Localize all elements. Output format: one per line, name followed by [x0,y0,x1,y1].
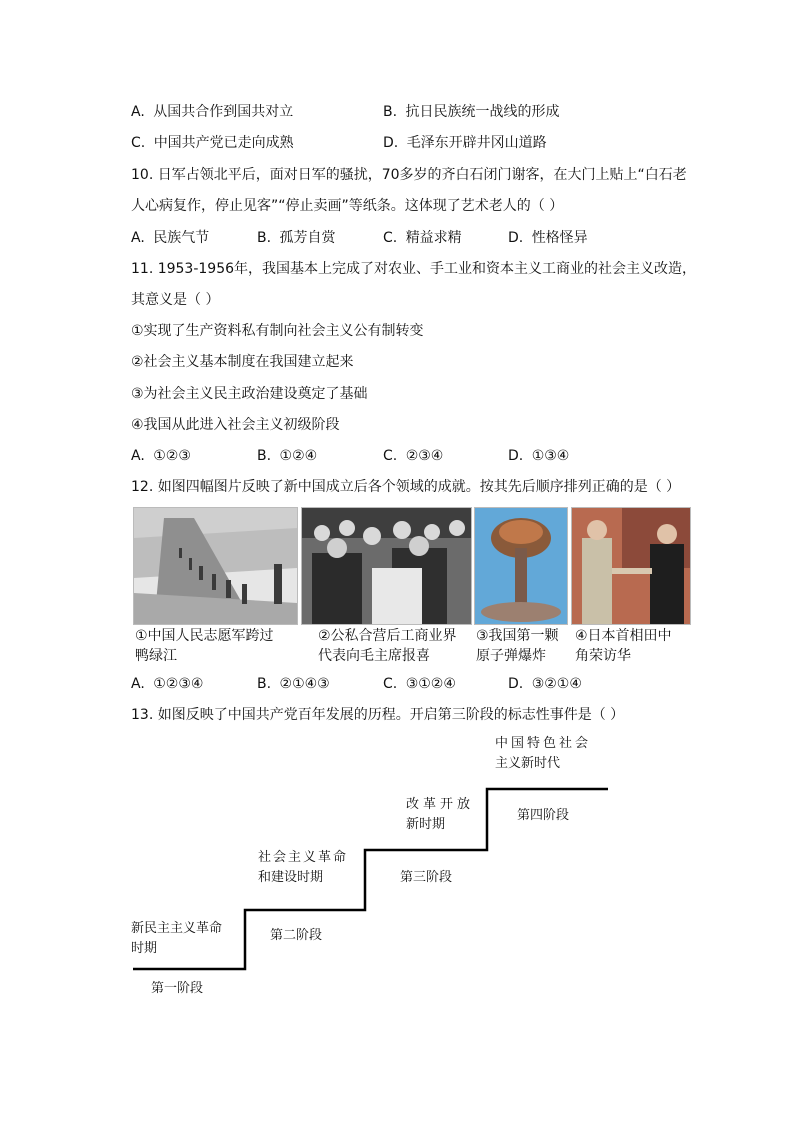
period-line: 主义新时代 [495,756,561,771]
option-letter: D. [508,230,524,246]
option-text: ③②①④ [531,676,582,692]
option-letter: A. [131,230,145,246]
q10-stem-line1: 10. 日军占领北平后，面对日军的骚扰，70多岁的齐白石闭门谢客，在大门上贴上“白石老 [131,167,687,183]
q13-stem: 13. 如图反映了中国共产党百年发展的历程。开启第三阶段的标志性事件是（ ） [131,707,625,723]
q11-item-1: ①实现了生产资料私有制向社会主义公有制转变 [131,323,424,339]
option-letter: D. [383,135,399,151]
option-letter: B. [257,448,272,464]
q10-stem-line2: 人心病复作，停止见客”“停止卖画”等纸条。这体现了艺术老人的（ ） [131,198,564,214]
period-1-label [131,919,222,959]
option-letter: C. [131,135,146,151]
period-2-label [258,848,348,888]
period-line: 新时期 [406,817,446,832]
option-text: 性格怪异 [531,230,588,246]
period-4-label [495,734,591,774]
stage-2-label: 第二阶段 [270,928,323,943]
period-line: 中国特色社会 [495,736,592,751]
caption-line: ②公私合营后工商业界 [318,628,457,644]
q12-stem: 12. 如图四幅图片反映了新中国成立后各个领域的成就。按其先后顺序排列正确的是（ ） [131,479,681,495]
period-line: 社会主义革命 [258,850,349,865]
stage-1-label: 第一阶段 [151,981,204,996]
option-letter: D. [508,676,524,692]
option-text: ②③④ [405,448,444,464]
period-3-label [406,795,474,835]
q11-item-2: ②社会主义基本制度在我国建立起来 [131,354,354,370]
option-letter: A. [131,104,145,120]
caption-line: ④日本首相田中 [575,628,672,644]
option-letter: A. [131,676,145,692]
option-letter: C. [383,448,398,464]
option-text: 抗日民族统一战线的形成 [405,104,560,120]
option-letter: B. [257,676,272,692]
caption-line: ③我国第一颗 [476,628,559,644]
option-letter: C. [383,230,398,246]
q11-stem-line1: 11. 1953-1956年，我国基本上完成了对农业、手工业和资本主义工商业的社会主义改造， [131,261,697,277]
q11-item-4: ④我国从此进入社会主义初级阶段 [131,417,340,433]
option-text: 民族气节 [153,230,210,246]
option-text: ①②③ [153,448,191,464]
caption-line: 角荣访华 [575,648,631,664]
option-text: 精益求精 [405,230,462,246]
caption-line: ①中国人民志愿军跨过 [135,628,274,644]
option-text: ①②③④ [153,676,204,692]
caption-line: 代表向毛主席报喜 [318,648,430,664]
option-letter: B. [257,230,272,246]
q11-stem-line2: 其意义是（ ） [131,292,220,308]
period-line: 改革开放 [406,797,475,812]
period-line: 新民主主义革命 [131,921,223,936]
option-letter: D. [508,448,524,464]
option-letter: C. [383,676,398,692]
option-letter: A. [131,448,145,464]
period-line: 和建设时期 [258,870,324,885]
option-text: 从国共合作到国共对立 [153,104,294,120]
period-line: 时期 [131,941,158,956]
caption-line: 鸭绿江 [135,648,177,664]
option-text: ①②④ [279,448,318,464]
option-letter: B. [383,104,398,120]
caption-line: 原子弹爆炸 [476,648,546,664]
stage-3-label: 第三阶段 [400,870,453,885]
stage-4-label: 第四阶段 [517,808,570,823]
option-text: ②①④③ [279,676,330,692]
option-text: ①③④ [531,448,570,464]
q11-item-3: ③为社会主义民主政治建设奠定了基础 [131,386,368,402]
option-text: 孤芳自赏 [279,230,336,246]
option-text: ③①②④ [405,676,456,692]
option-text: 中国共产党已走向成熟 [153,135,294,151]
option-text: 毛泽东开辟井冈山道路 [406,135,547,151]
